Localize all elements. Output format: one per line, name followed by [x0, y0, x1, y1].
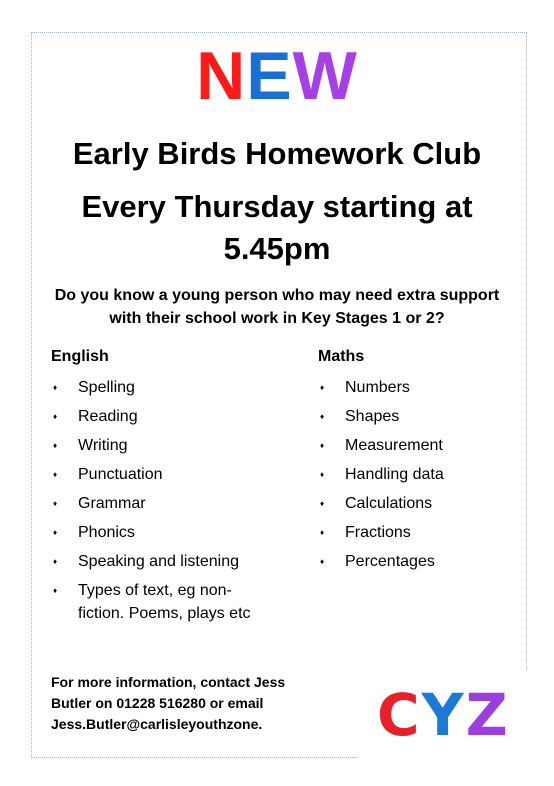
list-item: ♦ Speaking and listening	[51, 550, 301, 573]
list-item: ♦ Reading	[51, 405, 301, 428]
diamond-bullet-icon: ♦	[320, 412, 325, 421]
list-item: ♦ Writing	[51, 434, 301, 457]
diamond-bullet-icon: ♦	[320, 441, 325, 450]
diamond-bullet-icon: ♦	[53, 528, 58, 537]
diamond-bullet-icon: ♦	[320, 383, 325, 392]
question-line-1: Do you know a young person who may need extra support	[54, 287, 500, 304]
maths-column	[318, 346, 518, 579]
diamond-bullet-icon: ♦	[53, 470, 58, 479]
list-item: ♦ Spelling	[51, 376, 301, 399]
english-heading: English	[51, 348, 109, 365]
logo-letter-y: Y	[421, 681, 466, 749]
contact-line-1: For more information, contact Jess	[51, 674, 286, 690]
diamond-bullet-icon: ♦	[53, 383, 58, 392]
logo-letter-c: C	[377, 681, 422, 749]
new-letter-e: E	[246, 38, 293, 114]
list-item: ♦ Shapes	[318, 405, 518, 428]
list-item: ♦ Handling data	[318, 463, 518, 486]
diamond-bullet-icon: ♦	[320, 557, 325, 566]
list-item: ♦ Percentages	[318, 550, 518, 573]
contact-info	[51, 672, 321, 735]
logo-letter-z: Z	[465, 681, 510, 749]
english-column	[51, 346, 301, 631]
diamond-bullet-icon: ♦	[53, 586, 58, 595]
contact-email: Jess.Butler@carlisleyouthzone.	[51, 716, 263, 732]
list-item: ♦ Numbers	[318, 376, 518, 399]
list-item: ♦ Grammar	[51, 492, 301, 515]
list-item: ♦ Phonics	[51, 521, 301, 544]
list-item: ♦ Punctuation	[51, 463, 301, 486]
new-letter-n: N	[196, 38, 247, 114]
diamond-bullet-icon: ♦	[320, 499, 325, 508]
diamond-bullet-icon: ♦	[53, 499, 58, 508]
list-item: ♦ Fractions	[318, 521, 518, 544]
cyz-logo	[357, 670, 527, 764]
schedule-time: 5.45pm	[223, 231, 331, 266]
new-letter-w: W	[292, 38, 358, 114]
maths-heading: Maths	[318, 348, 365, 365]
schedule-title	[0, 186, 554, 270]
question-line-2: with their school work in Key Stages 1 or 2?	[109, 310, 445, 327]
maths-list	[318, 376, 518, 573]
contact-line-2: Butler on 01228 516280 or email	[51, 695, 264, 711]
question-text	[30, 284, 524, 330]
list-item: ♦ Types of text, eg non- fiction. Poems, plays etc	[51, 579, 301, 625]
new-heading	[0, 38, 554, 114]
diamond-bullet-icon: ♦	[53, 557, 58, 566]
list-item: ♦ Calculations	[318, 492, 518, 515]
club-title: Early Birds Homework Club	[72, 136, 482, 171]
english-list	[51, 376, 301, 625]
diamond-bullet-icon: ♦	[53, 441, 58, 450]
diamond-bullet-icon: ♦	[320, 470, 325, 479]
diamond-bullet-icon: ♦	[53, 412, 58, 421]
list-item: ♦ Measurement	[318, 434, 518, 457]
diamond-bullet-icon: ♦	[320, 528, 325, 537]
schedule-line: Every Thursday starting at	[81, 189, 473, 224]
